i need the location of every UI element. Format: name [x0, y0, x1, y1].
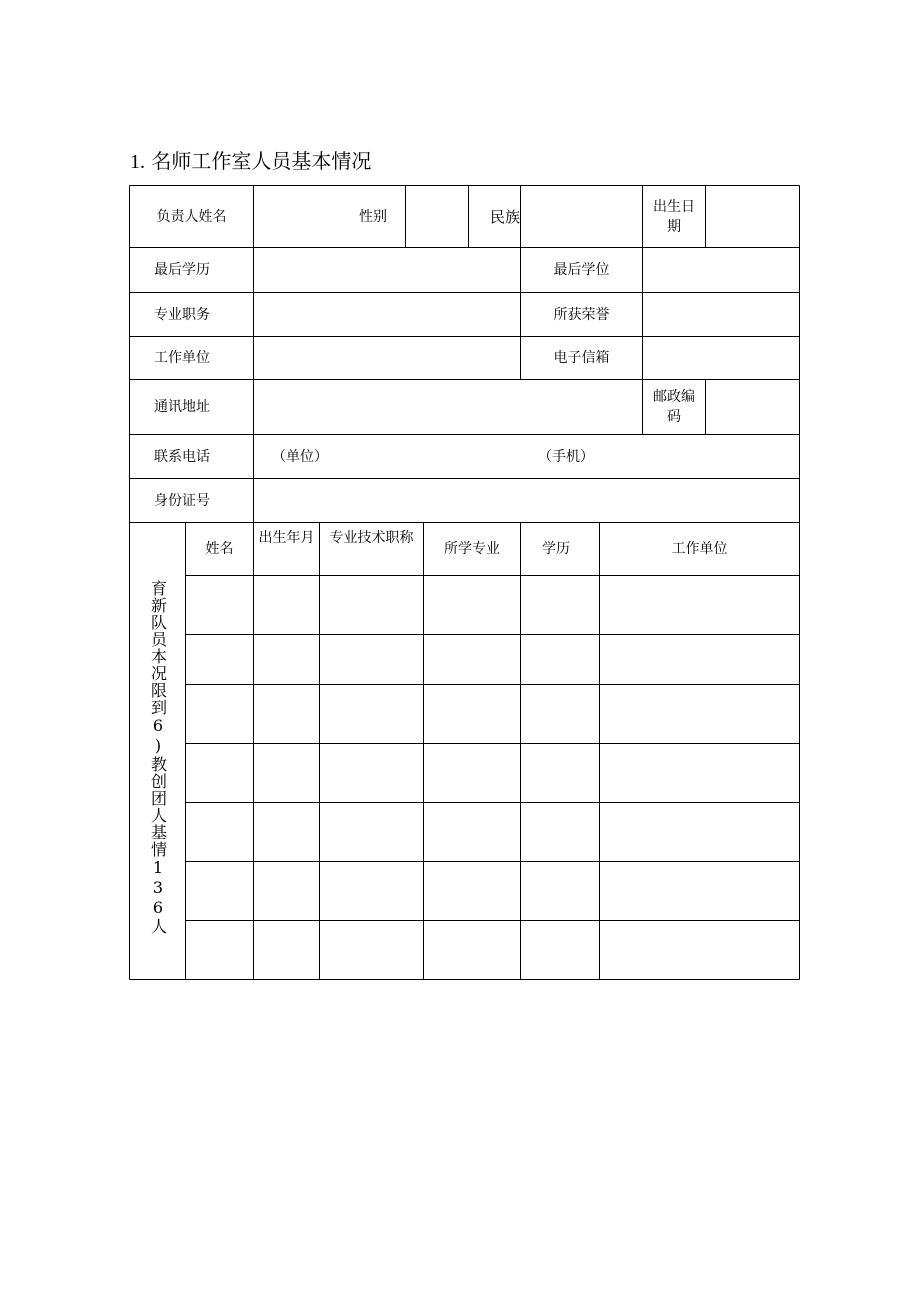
- team-cell-work-unit[interactable]: [600, 576, 799, 634]
- team-cell-major[interactable]: [424, 576, 520, 634]
- team-cell-education[interactable]: [521, 635, 599, 684]
- team-cell-work-unit[interactable]: [600, 635, 799, 684]
- label-birth-date-line1: 出生日: [653, 198, 695, 215]
- field-id-number[interactable]: [254, 479, 799, 522]
- label-phone-mobile: （手机）: [538, 448, 594, 465]
- col-header-major: 所学专业: [444, 541, 500, 557]
- team-cell-major[interactable]: [424, 862, 520, 920]
- col-header-birth: 出生年月: [258, 530, 315, 546]
- col-header-education: 学历: [542, 541, 570, 557]
- team-cell-work-unit[interactable]: [600, 921, 799, 979]
- label-id-number: 身份证号: [154, 492, 210, 509]
- field-postcode[interactable]: [706, 380, 799, 434]
- label-phone: 联系电话: [154, 448, 210, 465]
- team-cell-education[interactable]: [521, 576, 599, 634]
- team-cell-education[interactable]: [521, 921, 599, 979]
- label-gender: 性别: [359, 208, 387, 225]
- label-postcode: [643, 380, 705, 434]
- team-cell-education[interactable]: [521, 862, 599, 920]
- team-side-label-text: 育新队员本况限到6)教创团人基情136人: [148, 580, 168, 935]
- label-ethnicity: 民族: [489, 207, 520, 226]
- team-cell-education[interactable]: [521, 803, 599, 861]
- team-cell-title[interactable]: [320, 576, 423, 634]
- team-cell-title[interactable]: [320, 803, 423, 861]
- field-email[interactable]: [643, 337, 799, 379]
- team-cell-birth[interactable]: [254, 576, 319, 634]
- label-last-education: 最后学历: [154, 262, 210, 278]
- label-postcode-line1: 邮政编: [653, 389, 695, 405]
- label-leader-name: 负责人姓名: [156, 208, 227, 225]
- team-cell-name[interactable]: [186, 635, 253, 684]
- team-cell-title[interactable]: [320, 685, 423, 743]
- team-cell-major[interactable]: [424, 635, 520, 684]
- team-cell-birth[interactable]: [254, 803, 319, 861]
- field-honors[interactable]: [643, 293, 799, 336]
- team-cell-work-unit[interactable]: [600, 685, 799, 743]
- team-cell-birth[interactable]: [254, 685, 319, 743]
- team-cell-title[interactable]: [320, 921, 423, 979]
- label-professional-title: 专业职务: [154, 306, 210, 323]
- label-last-degree: 最后学位: [553, 262, 610, 278]
- team-cell-major[interactable]: [424, 803, 520, 861]
- team-cell-birth[interactable]: [254, 862, 319, 920]
- col-header-title: 专业技术职称: [329, 530, 414, 546]
- team-cell-name[interactable]: [186, 862, 253, 920]
- team-cell-title[interactable]: [320, 744, 423, 802]
- label-work-unit: 工作单位: [154, 350, 210, 366]
- team-cell-name[interactable]: [186, 744, 253, 802]
- label-phone-work: （单位）: [272, 448, 328, 465]
- label-birth-date: [643, 186, 705, 247]
- col-header-work-unit: 工作单位: [671, 541, 728, 557]
- team-cell-birth[interactable]: [254, 744, 319, 802]
- field-address[interactable]: [254, 380, 642, 434]
- team-cell-name[interactable]: [186, 921, 253, 979]
- team-cell-birth[interactable]: [254, 921, 319, 979]
- field-last-education[interactable]: [254, 248, 520, 292]
- field-birth-date[interactable]: [706, 186, 799, 247]
- team-cell-major[interactable]: [424, 744, 520, 802]
- label-email: 电子信箱: [553, 350, 610, 366]
- team-cell-name[interactable]: [186, 803, 253, 861]
- team-cell-work-unit[interactable]: [600, 744, 799, 802]
- field-ethnicity[interactable]: [521, 186, 642, 247]
- team-cell-major[interactable]: [424, 921, 520, 979]
- field-work-unit[interactable]: [254, 337, 520, 379]
- team-cell-work-unit[interactable]: [600, 862, 799, 920]
- col-header-name: 姓名: [205, 541, 234, 557]
- team-cell-birth[interactable]: [254, 635, 319, 684]
- team-cell-title[interactable]: [320, 862, 423, 920]
- title-text: 名师工作室人员基本情况: [151, 149, 372, 173]
- team-cell-name[interactable]: [186, 685, 253, 743]
- team-cell-major[interactable]: [424, 685, 520, 743]
- team-side-label: [130, 522, 185, 979]
- team-cell-name[interactable]: [186, 576, 253, 634]
- label-address: 通讯地址: [154, 399, 210, 415]
- field-professional-title[interactable]: [254, 293, 520, 336]
- team-cell-education[interactable]: [521, 685, 599, 743]
- title-number: 1.: [130, 151, 145, 173]
- label-birth-date-line2: 期: [667, 218, 681, 235]
- label-postcode-line2: 码: [667, 409, 681, 425]
- field-last-degree[interactable]: [643, 248, 799, 292]
- label-honors: 所获荣誉: [553, 306, 610, 323]
- team-cell-work-unit[interactable]: [600, 803, 799, 861]
- team-cell-education[interactable]: [521, 744, 599, 802]
- team-cell-title[interactable]: [320, 635, 423, 684]
- field-gender[interactable]: [406, 186, 468, 247]
